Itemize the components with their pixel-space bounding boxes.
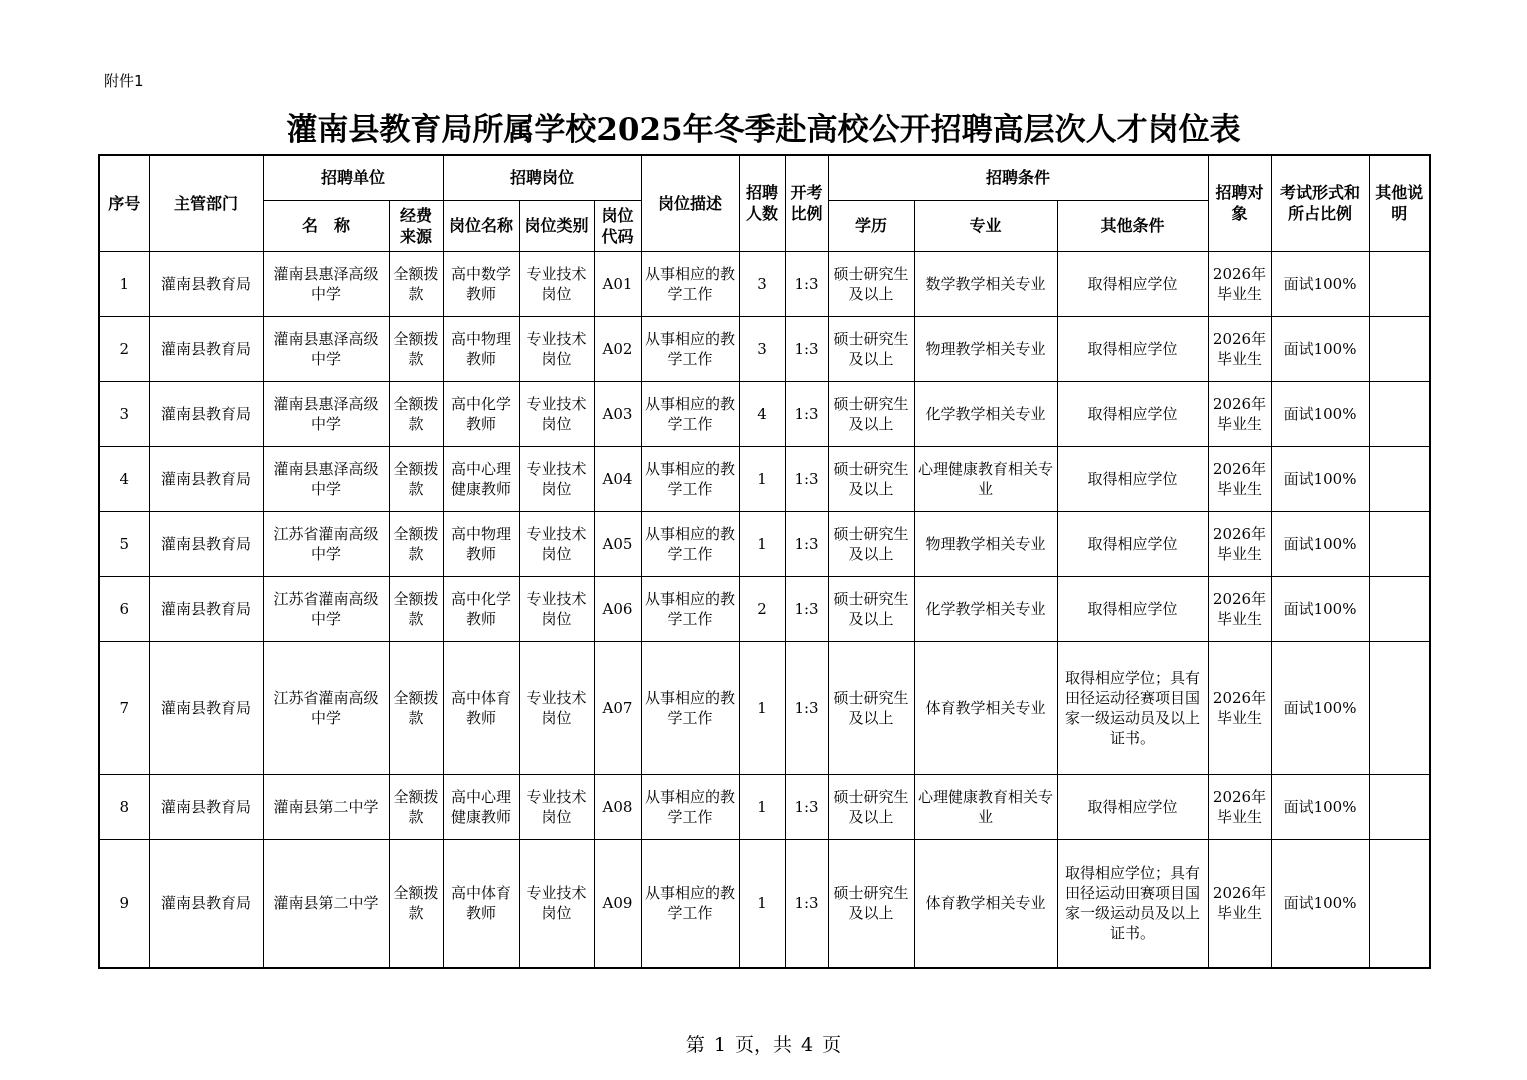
table-row [99,446,1430,511]
cell-target: 2026年毕业生 [1208,576,1271,641]
cell-major: 心理健康教育相关专业 [914,774,1057,839]
cell-major: 体育教学相关专业 [914,641,1057,774]
cell-desc: 从事相应的教学工作 [641,511,739,576]
cell-type: 专业技术岗位 [519,251,594,316]
cell-seq: 6 [99,576,149,641]
cell-seq: 1 [99,251,149,316]
cell-target: 2026年毕业生 [1208,774,1271,839]
cell-exam: 面试100% [1271,774,1369,839]
cell-major: 化学教学相关专业 [914,381,1057,446]
cell-seq: 9 [99,839,149,968]
cell-major: 物理教学相关专业 [914,316,1057,381]
cell-ratio: 1:3 [785,576,828,641]
cell-desc: 从事相应的教学工作 [641,381,739,446]
cell-seq: 2 [99,316,149,381]
cell-unit: 江苏省灌南高级中学 [263,511,389,576]
cell-desc: 从事相应的教学工作 [641,576,739,641]
cell-unit: 灌南县惠泽高级中学 [263,381,389,446]
header-edu: 学历 [828,200,914,251]
cell-code: A06 [594,576,641,641]
cell-count: 2 [739,576,785,641]
cell-funding: 全额拨款 [389,641,443,774]
cell-other: 取得相应学位；具有田径运动田赛项目国家一级运动员及以上证书。 [1057,839,1208,968]
cell-ratio: 1:3 [785,316,828,381]
cell-ratio: 1:3 [785,641,828,774]
cell-major: 体育教学相关专业 [914,839,1057,968]
cell-edu: 硕士研究生及以上 [828,446,914,511]
header-major: 专业 [914,200,1057,251]
cell-exam: 面试100% [1271,576,1369,641]
cell-unit: 灌南县惠泽高级中学 [263,316,389,381]
cell-dept: 灌南县教育局 [149,381,263,446]
cell-funding: 全额拨款 [389,251,443,316]
cell-edu: 硕士研究生及以上 [828,839,914,968]
cell-dept: 灌南县教育局 [149,641,263,774]
header-unit-name: 名 称 [263,200,389,251]
cell-desc: 从事相应的教学工作 [641,839,739,968]
cell-ratio: 1:3 [785,381,828,446]
cell-type: 专业技术岗位 [519,511,594,576]
cell-exam: 面试100% [1271,251,1369,316]
cell-dept: 灌南县教育局 [149,576,263,641]
cell-unit: 灌南县惠泽高级中学 [263,251,389,316]
cell-remarks [1369,381,1430,446]
cell-edu: 硕士研究生及以上 [828,641,914,774]
cell-unit: 灌南县第二中学 [263,774,389,839]
cell-funding: 全额拨款 [389,839,443,968]
cell-seq: 3 [99,381,149,446]
cell-dept: 灌南县教育局 [149,251,263,316]
cell-unit: 灌南县惠泽高级中学 [263,446,389,511]
header-post-name: 岗位名称 [443,200,519,251]
cell-target: 2026年毕业生 [1208,839,1271,968]
cell-count: 4 [739,381,785,446]
cell-major: 心理健康教育相关专业 [914,446,1057,511]
cell-post: 高中体育教师 [443,641,519,774]
header-row-1 [99,155,1430,200]
table-row [99,576,1430,641]
cell-other: 取得相应学位 [1057,316,1208,381]
table-row [99,511,1430,576]
cell-post: 高中物理教师 [443,511,519,576]
cell-exam: 面试100% [1271,511,1369,576]
cell-count: 1 [739,511,785,576]
cell-type: 专业技术岗位 [519,381,594,446]
cell-remarks [1369,316,1430,381]
cell-post: 高中化学教师 [443,381,519,446]
table-row [99,839,1430,968]
header-exam: 考试形式和所占比例 [1271,155,1369,251]
table-row [99,381,1430,446]
cell-edu: 硕士研究生及以上 [828,511,914,576]
header-post-group: 招聘岗位 [443,155,641,200]
cell-ratio: 1:3 [785,251,828,316]
header-seq: 序号 [99,155,149,251]
recruitment-table [98,154,1431,969]
cell-other: 取得相应学位 [1057,251,1208,316]
cell-count: 1 [739,446,785,511]
cell-other: 取得相应学位 [1057,446,1208,511]
cell-count: 1 [739,641,785,774]
cell-count: 3 [739,251,785,316]
cell-funding: 全额拨款 [389,446,443,511]
table-row [99,774,1430,839]
cell-desc: 从事相应的教学工作 [641,316,739,381]
cell-target: 2026年毕业生 [1208,316,1271,381]
cell-other: 取得相应学位 [1057,511,1208,576]
table-row [99,251,1430,316]
cell-desc: 从事相应的教学工作 [641,774,739,839]
header-dept: 主管部门 [149,155,263,251]
header-remarks: 其他说明 [1369,155,1430,251]
cell-funding: 全额拨款 [389,316,443,381]
cell-ratio: 1:3 [785,774,828,839]
cell-remarks [1369,446,1430,511]
cell-code: A02 [594,316,641,381]
cell-dept: 灌南县教育局 [149,511,263,576]
header-cond-group: 招聘条件 [828,155,1208,200]
cell-code: A09 [594,839,641,968]
cell-count: 1 [739,839,785,968]
table-row [99,316,1430,381]
cell-post: 高中数学教师 [443,251,519,316]
cell-exam: 面试100% [1271,446,1369,511]
table-row [99,641,1430,774]
cell-edu: 硕士研究生及以上 [828,774,914,839]
cell-funding: 全额拨款 [389,381,443,446]
cell-ratio: 1:3 [785,839,828,968]
cell-post: 高中物理教师 [443,316,519,381]
cell-major: 化学教学相关专业 [914,576,1057,641]
cell-remarks [1369,641,1430,774]
cell-post: 高中体育教师 [443,839,519,968]
cell-funding: 全额拨款 [389,576,443,641]
cell-edu: 硕士研究生及以上 [828,381,914,446]
header-target: 招聘对象 [1208,155,1271,251]
header-other-cond: 其他条件 [1057,200,1208,251]
cell-target: 2026年毕业生 [1208,511,1271,576]
cell-unit: 江苏省灌南高级中学 [263,576,389,641]
cell-type: 专业技术岗位 [519,576,594,641]
cell-count: 1 [739,774,785,839]
cell-remarks [1369,839,1430,968]
header-count: 招聘人数 [739,155,785,251]
cell-other: 取得相应学位 [1057,381,1208,446]
header-funding: 经费来源 [389,200,443,251]
cell-post: 高中化学教师 [443,576,519,641]
header-ratio: 开考比例 [785,155,828,251]
cell-other: 取得相应学位 [1057,576,1208,641]
cell-count: 3 [739,316,785,381]
cell-edu: 硕士研究生及以上 [828,576,914,641]
cell-dept: 灌南县教育局 [149,839,263,968]
cell-code: A07 [594,641,641,774]
cell-ratio: 1:3 [785,446,828,511]
cell-type: 专业技术岗位 [519,641,594,774]
header-unit-group: 招聘单位 [263,155,443,200]
cell-seq: 8 [99,774,149,839]
cell-unit: 灌南县第二中学 [263,839,389,968]
cell-exam: 面试100% [1271,316,1369,381]
cell-exam: 面试100% [1271,641,1369,774]
cell-post: 高中心理健康教师 [443,446,519,511]
cell-desc: 从事相应的教学工作 [641,251,739,316]
cell-code: A03 [594,381,641,446]
cell-exam: 面试100% [1271,839,1369,968]
page-footer: 第 1 页，共 4 页 [685,1034,842,1056]
cell-seq: 4 [99,446,149,511]
cell-type: 专业技术岗位 [519,774,594,839]
cell-dept: 灌南县教育局 [149,316,263,381]
cell-unit: 江苏省灌南高级中学 [263,641,389,774]
cell-code: A08 [594,774,641,839]
cell-seq: 7 [99,641,149,774]
header-post-type: 岗位类别 [519,200,594,251]
cell-seq: 5 [99,511,149,576]
cell-remarks [1369,576,1430,641]
cell-target: 2026年毕业生 [1208,381,1271,446]
cell-edu: 硕士研究生及以上 [828,251,914,316]
cell-dept: 灌南县教育局 [149,774,263,839]
cell-remarks [1369,774,1430,839]
cell-desc: 从事相应的教学工作 [641,446,739,511]
cell-desc: 从事相应的教学工作 [641,641,739,774]
cell-funding: 全额拨款 [389,511,443,576]
cell-major: 物理教学相关专业 [914,511,1057,576]
cell-post: 高中心理健康教师 [443,774,519,839]
cell-dept: 灌南县教育局 [149,446,263,511]
cell-ratio: 1:3 [785,511,828,576]
header-desc: 岗位描述 [641,155,739,251]
cell-type: 专业技术岗位 [519,446,594,511]
cell-target: 2026年毕业生 [1208,251,1271,316]
cell-type: 专业技术岗位 [519,316,594,381]
cell-remarks [1369,511,1430,576]
cell-code: A01 [594,251,641,316]
cell-exam: 面试100% [1271,381,1369,446]
cell-major: 数学教学相关专业 [914,251,1057,316]
cell-target: 2026年毕业生 [1208,446,1271,511]
cell-code: A04 [594,446,641,511]
cell-other: 取得相应学位；具有田径运动径赛项目国家一级运动员及以上证书。 [1057,641,1208,774]
header-post-code: 岗位代码 [594,200,641,251]
cell-target: 2026年毕业生 [1208,641,1271,774]
cell-type: 专业技术岗位 [519,839,594,968]
document-title: 灌南县教育局所属学校2025年冬季赴高校公开招聘高层次人才岗位表 [286,112,1241,148]
cell-edu: 硕士研究生及以上 [828,316,914,381]
cell-funding: 全额拨款 [389,774,443,839]
cell-code: A05 [594,511,641,576]
cell-remarks [1369,251,1430,316]
attachment-label: 附件1 [104,72,144,90]
cell-other: 取得相应学位 [1057,774,1208,839]
